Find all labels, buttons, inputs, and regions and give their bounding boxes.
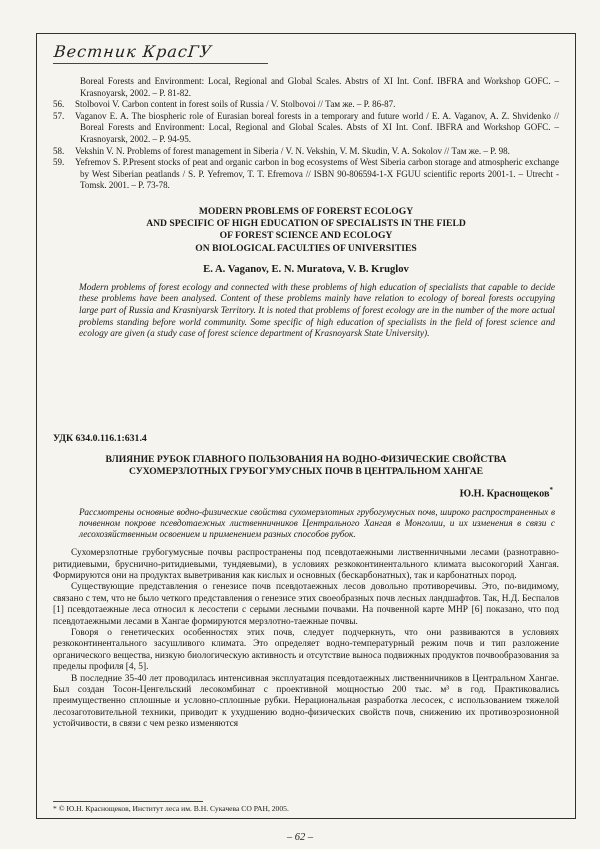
footnote-text: © Ю.Н. Краснощеков, Институт леса им. В.Н. Сукачева СО РАН, 2005.	[58, 804, 289, 813]
english-article-title	[53, 206, 559, 255]
reference-number: 57.	[53, 110, 65, 121]
russian-article-author	[53, 486, 559, 499]
reference-list	[53, 76, 559, 192]
reference-text: Vaganov E. A. The biospheric role of Eurasian boreal forests in a temporary and future world / E. A. Vaganov, A. Z. Shvidenko // Boreal Forests and Environment: Local, Regional and Global Scales. Absts of XI Int. Conf. IBFRA and Workshop GOFC. – Krasnoyarsk, 2002. – P. 94-95.	[75, 110, 559, 144]
reference-item	[53, 99, 559, 111]
article-body	[53, 548, 559, 731]
page-number: – 62 –	[286, 832, 314, 843]
body-paragraph: В последние 35-40 лет проводилась интенсивная эксплуатация псевдотаежных лиственничников в Центральном Хангае. Был создан Тосон-Ценгельский лесокомбинат с проективной мощностью 200 тыс. м³ в год. Практиковались преимущественно сплошные и условно-сплошные рубки. Нерациональная разработка лесосек, с использованием тяжелой лесозаготовительной техники, приводит к ухудшению водно-физических свойств почв, снижению их противоэрозионной устойчивости, в связи с чем резко изменяются	[53, 673, 559, 730]
english-article-title-line: OF FOREST SCIENCE AND ECOLOGY	[219, 230, 393, 242]
page-border-frame	[36, 33, 576, 819]
russian-article-abstract: Рассмотрены основные водно-физические свойства сухомерзлотных грубогумусных почв, широко распространенных в почвенном покрове псевдотаежных лиственничников Центрального Хангая в Монголии, и их изменения в связи с лесохозяйственным освоением и применением разных способов рубок.	[79, 507, 555, 540]
copyright-footnote	[53, 801, 559, 813]
reference-text: Vekshin V. N. Problems of forest management in Siberia / V. N. Vekshin, V. M. Skudin, V. A. Sokolov // Там же. – P. 98.	[75, 145, 510, 156]
udk-code: УДК 634.0.116.1:631.4	[53, 432, 147, 444]
reference-text: Stolbovoi V. Carbon content in forest soils of Russia / V. Stolbovoi // Там же. – P. 86-87.	[75, 99, 396, 110]
reference-number: 58.	[53, 145, 65, 156]
english-article-abstract: Modern problems of forest ecology and connected with these problems of high education of specialists that capable to decide these problems have been analysed. Content of these problems mainly have relation to ecology of boreal forests occupying large part of Russia and Krasniyarsk Territory. It is noted that problems of forest ecology are in the number of the more actual problems standing before world community. Some specific of high education of specialists in the field of forest science and ecology are given (a study case of forest science department of Krasnoyarsk State University).	[79, 282, 555, 340]
reference-item	[53, 157, 559, 192]
author-footnote-mark: *	[549, 486, 553, 495]
english-article-title-line: ON BIOLOGICAL FACULTIES OF UNIVERSITIES	[195, 242, 417, 254]
reference-item	[53, 146, 559, 158]
logo-underline	[53, 63, 268, 64]
english-article-title-line: MODERN PROBLEMS OF FORERST ECOLOGY	[198, 205, 414, 217]
author-name: Ю.Н. Краснощеков	[459, 488, 550, 500]
russian-article-title: ВЛИЯНИЕ РУБОК ГЛАВНОГО ПОЛЬЗОВАНИЯ НА ВОДНО-ФИЗИЧЕСКИЕ СВОЙСТВА СУХОМЕРЗЛОТНЫХ ГРУБОГУМУСНЫХ ПОЧВ В ЦЕНТРАЛЬНОМ ХАНГАЕ	[105, 453, 507, 477]
english-article-title-line: AND SPECIFIC OF HIGH EDUCATION OF SPECIALISTS IN THE FIELD	[146, 218, 466, 230]
reference-item	[53, 111, 559, 146]
reference-number: 56.	[53, 99, 65, 110]
body-paragraph: Говоря о генетических особенностях этих почв, следует подчеркнуть, что они развиваются в условиях резкоконтинентального засушливого климата. Это определяет водно-температурный режим почв и тип разложение органического вещества, низкую биологическую активность и отсутствие выноса подвижных продуктов почвообразования за пределы профиля [4, 5].	[53, 627, 559, 673]
body-paragraph: Существующие представления о генезисе почв псевдотаежных лесов довольно противоречивы. Это, по-видимому, связано с тем, что не было четкого представления о генезисе этих своеобразных почв лесных ландшафтов. Так, Н.Д. Беспалов [1] псевдотаежные леса относил к лесостепи с серыми лесными почвами. На почвенной карте МНР [6] показано, что под псевдотаежными лесами в Хангае формируются мерзлотно-таежные почвы.	[53, 582, 559, 627]
footnote-separator	[53, 801, 203, 802]
body-paragraph: Сухомерзлотные грубогумусные почвы распространены под псевдотаежными лиственничными лесами (разнотравно-ритидиевыми, бруснично-ритидиевыми, тундяевыми), в условиях резкоконтинентального климата высокогорий Хангая. Формируются они на продуктах выветривания как кислых и основных (бескарбонатных), так и карбонатных пород.	[53, 548, 559, 581]
reference-number: 59.	[53, 157, 65, 168]
journal-logo: Вестник КрасГУ	[53, 42, 214, 61]
footnote-mark: *	[53, 804, 57, 813]
reference-continuation: Boreal Forests and Environment: Local, Regional and Global Scales. Abstrs of XI Int. Conf. IBFRA and Workshop GOFC. –Krasnoyarsk, 2002. – P. 81-82.	[80, 76, 559, 98]
reference-text: Yefremov S. P.Present stocks of peat and organic carbon in bog ecosystems of West Siberia carbon storage and atmospheric exchange by West Siberian peatlands / S. P. Yefremov, T. T. Efremova // ISBN 90-806594-1-X FGUU scientific reports 2001-1. – Utrecht -Tomsk. 2001. – P. 73-78.	[75, 157, 559, 191]
english-article-authors: E. A. Vaganov, E. N. Muratova, V. B. Kruglov	[203, 263, 409, 275]
